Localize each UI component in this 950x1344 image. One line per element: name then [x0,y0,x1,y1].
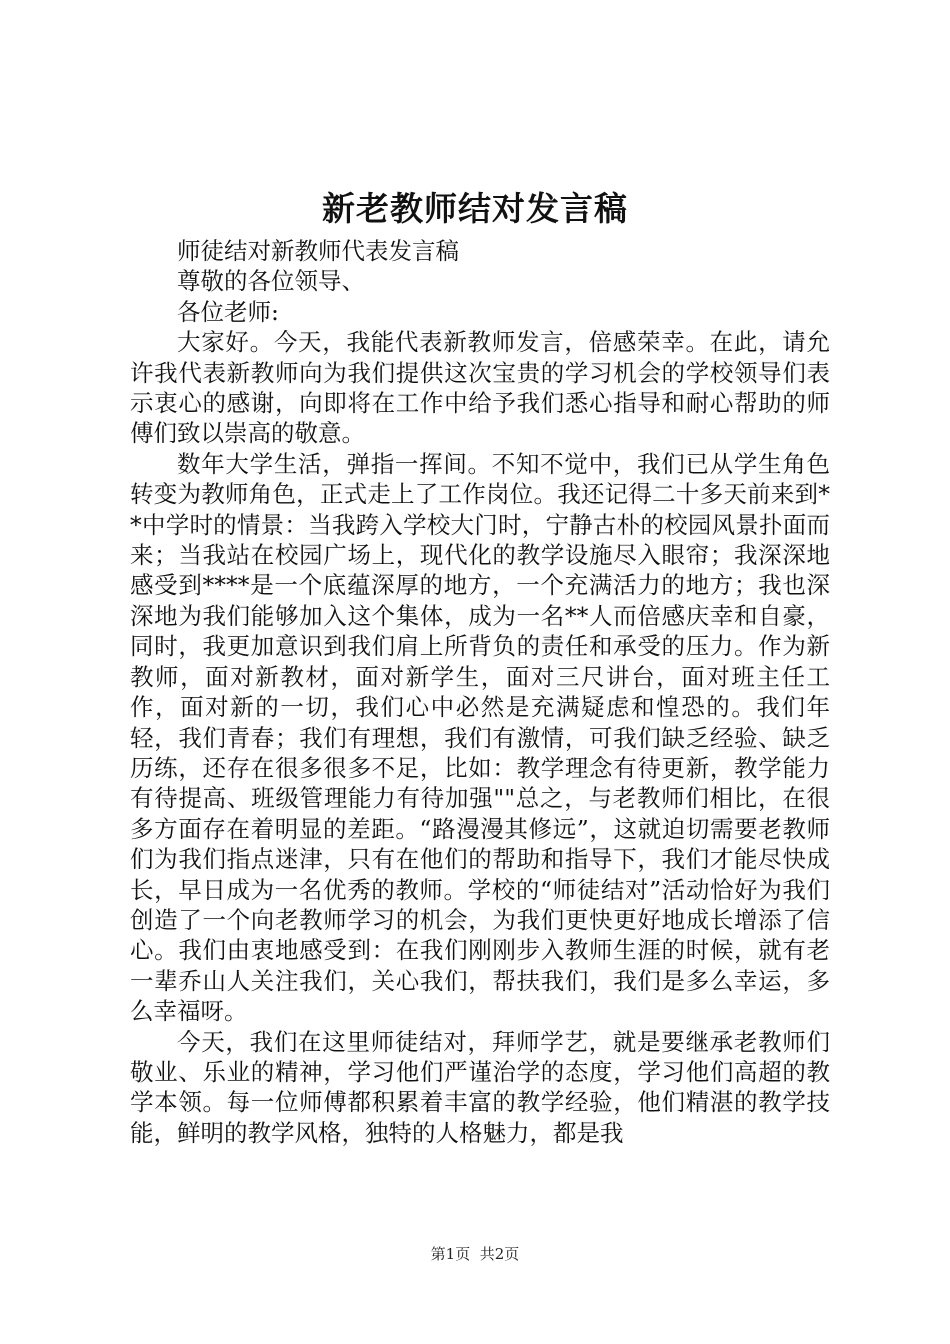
paragraph: 师徒结对新教师代表发言稿 [177,237,459,265]
paragraph: 数年大学生活，弹指一挥间。不知不觉中，我们已从学生角色转变为教师角色，正式走上了工作岗位。我还记得二十多天前来到**中学时的情景：当我跨入学校大门时，宁静古朴的校园风景扑面而来；当我站在校园广场上，现代化的教学设施尽入眼帘；我深深地感受到****是一个底蕴深厚的地方，一个充满活力的地方；我也深深地为我们能够加入这个集体，成为一名**人而倍感庆幸和自豪，同时，我更加意识到我们肩上所背负的责任和承受的压力。作为新教师，面对新教材，面对新学生，面对三尺讲台，面对班主任工作，面对新的一切，我们心中必然是充满疑虑和惶恐的。我们年轻，我们青春；我们有理想，我们有激情，可我们缺乏经验、缺乏历练，还存在很多很多不足，比如：教学理念有待更新，教学能力有待提高、班级管理能力有待加强""总之，与老教师们相比，在很多方面存在着明显的差距。“路漫漫其修远”，这就迫切需要老教师们为我们指点迷津，只有在他们的帮助和指导下，我们才能尽快成长，早日成为一名优秀的教师。学校的“师徒结对”活动恰好为我们创造了一个向老教师学习的机会，为我们更快更好地成长增添了信心。我们由衷地感受到：在我们刚刚步入教师生涯的时候，就有老一辈乔山人关注我们，关心我们，帮扶我们，我们是多么幸运，多么幸福呀。 [130,449,830,1026]
document-body [130,236,830,1148]
footer-separator [470,1245,480,1263]
document-title: 新老教师结对发言稿 [322,189,628,228]
paragraph: 大家好。今天，我能代表新教师发言，倍感荣幸。在此，请允许我代表新教师向为我们提供这次宝贵的学习机会的学校领导们表示衷心的感谢，向即将在工作中给予我们悉心指导和耐心帮助的师傅们致以崇高的敬意。 [130,328,830,448]
page-total: 共2页 [479,1245,520,1263]
paragraph: 今天，我们在这里师徒结对，拜师学艺，就是要继承老教师们敬业、乐业的精神，学习他们严谨治学的态度，学习他们高超的教学本领。每一位师傅都积累着丰富的教学经验，他们精湛的教学技能，鲜明的教学风格，独特的人格魅力，都是我 [130,1027,830,1147]
page-number: 第1页 [430,1245,471,1263]
paragraph: 各位老师: [177,297,279,326]
paragraph: 尊敬的各位领导、 [177,267,365,296]
page-footer [0,1244,950,1264]
